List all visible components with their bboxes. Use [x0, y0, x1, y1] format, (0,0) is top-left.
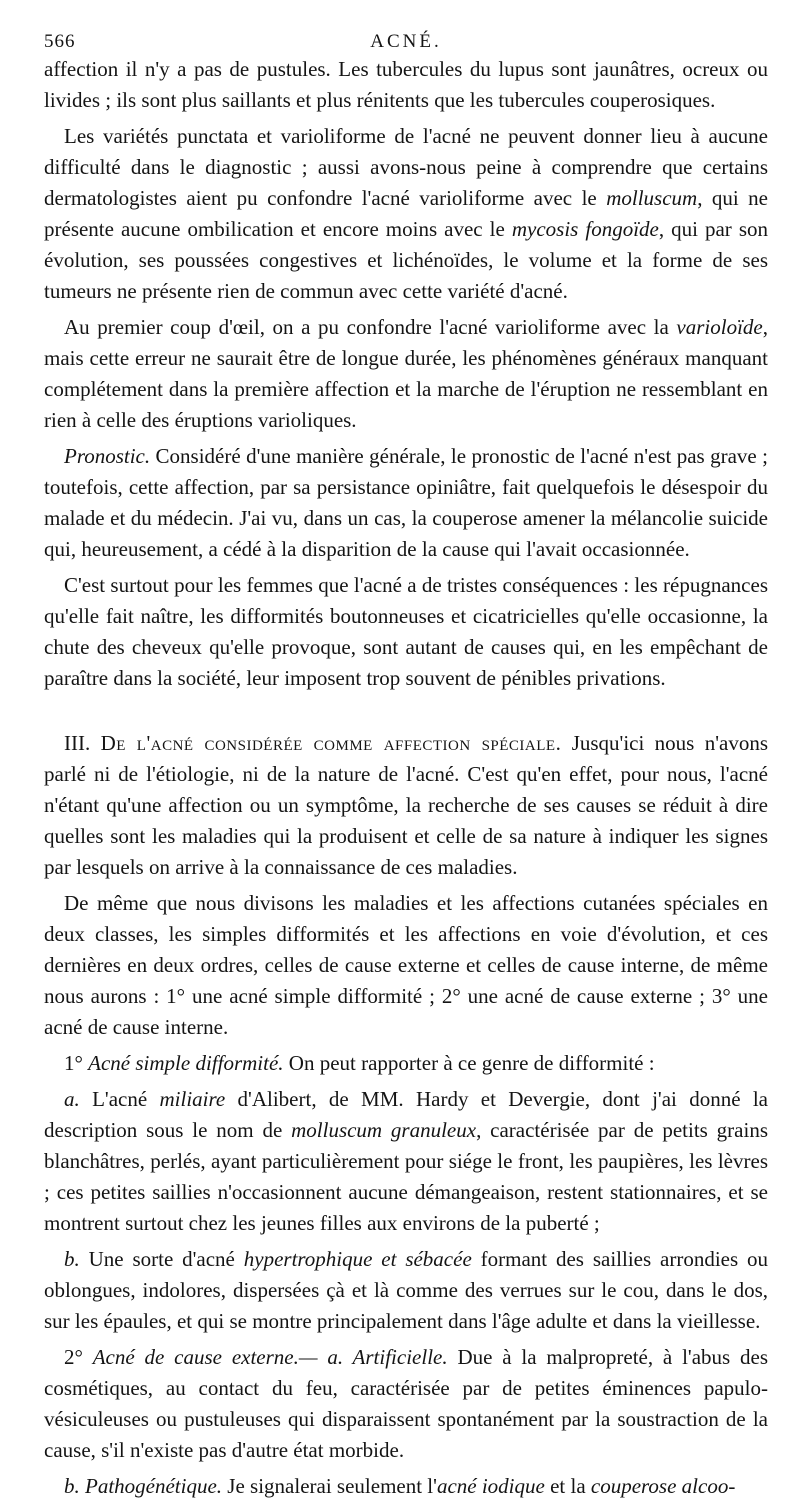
text-run: De même que nous divisons les maladies et les affections cutanées spéciales en deux classes, les simples difformités et les affections en voie d'évolution, et ces dernières en deux ordres, celles de cause externe et celles de cause interne, de même nous aurons : 1° une acné simple difformité ; 2° une acné de cause externe ; 3° une acné de cause interne. [44, 891, 768, 1039]
text-run: et la [544, 1474, 591, 1498]
italic-text: couperose alcoo- [590, 1474, 736, 1498]
text-run: Considéré d'une manière générale, le pronostic de l'acné n'est pas grave ; toutefois, cette affection, par sa persistance opiniâtre, fait quelquefois le désespoir du malade et du médecin. J'ai vu, dans un cas, la couperose amener la mélancolie suicide qui, heureusement, a cédé à la disparition de la cause qui l'avait occasionnée. [44, 444, 768, 561]
paragraph [44, 888, 768, 1043]
italic-text: molluscum [606, 186, 698, 210]
italic-text: hypertrophique et sébacée [243, 1247, 472, 1271]
text-run: , mais cette erreur ne saurait être de longue durée, les phénomènes généraux manquant complétement dans la première affection et la marche de l'éruption ne ressemblant en rien à celle des éruptions varioliques. [44, 315, 768, 432]
paragraph [44, 1244, 768, 1337]
italic-text: a. [64, 1087, 80, 1111]
section-heading-paragraph [44, 728, 768, 883]
paragraph [44, 570, 768, 694]
italic-text: molluscum granuleux [291, 1118, 477, 1142]
text-run: Due à la malpropreté, à l'abus des cosmétiques, au contact du feu, caractérisée par de petites éminences papulo-vésiculeuses ou pustuleuses qui disparaissent spontanément par la soustraction de la cause, s'il n'existe pas d'autre état morbide. [44, 1345, 769, 1462]
italic-text: mycosis fongoïde [511, 217, 659, 241]
text-run: L'acné [79, 1087, 160, 1111]
italic-text: varioloïde [676, 315, 763, 339]
italic-text: Acné de cause externe.— a. Artificielle. [92, 1345, 448, 1369]
italic-text: acné iodique [436, 1474, 545, 1498]
paragraph [44, 1048, 768, 1079]
page-header [44, 26, 768, 52]
text-run: On peut rapporter à ce genre de difformité : [283, 1051, 655, 1075]
body-text [44, 54, 768, 1502]
section-title: De l'acné considérée comme affection spéciale. [100, 731, 562, 755]
paragraph [44, 121, 768, 307]
text-run: 2° [64, 1345, 93, 1369]
text-run: Au premier coup d'œil, on a pu confondre l'acné varioliforme avec la [64, 315, 677, 339]
paragraph [44, 1084, 768, 1239]
text-run: , caractérisée par de petits grains blanchâtres, perlés, ayant particulièrement pour siége le front, les paupières, les lèvres ; ces petites saillies n'occasionnent aucune démangeaison, restent stationnaires, et se montrent surtout chez les jeunes filles aux environs de la puberté ; [44, 1118, 768, 1235]
italic-text: b. [64, 1247, 80, 1271]
text-run: d'Alibert, de MM. Hardy et Devergie, dont j'ai donné la description sous le nom de [44, 1087, 769, 1142]
text-run: 1° [64, 1051, 89, 1075]
text-run: Les variétés punctata et varioliforme de l'acné ne peuvent donner lieu à aucune difficulté dans le diagnostic ; aussi avons-nous peine à comprendre que certains dermatologistes aient pu confondre l'acné varioliforme avec le [44, 124, 768, 210]
text-run: , qui par son évolution, ses poussées congestives et lichénoïdes, le volume et la forme de ses tumeurs ne présente rien de commun avec cette variété d'acné. [44, 217, 768, 303]
text-run: Une sorte d'acné [79, 1247, 244, 1271]
italic-text: Pronostic. [64, 444, 151, 468]
paragraph [44, 1342, 768, 1466]
italic-text: Acné simple difformité. [88, 1051, 284, 1075]
page-number: 566 [44, 31, 76, 52]
text-run: Jusqu'ici nous n'avons parlé ni de l'étiologie, ni de la nature de l'acné. C'est qu'en effet, pour nous, l'acné n'étant qu'une affection ou un symptôme, la recherche de ses causes se réduit à dire quelles sont les maladies qui la produisent et celle de sa nature à indiquer les signes par lesquels on arrive à la connaissance de ces maladies. [44, 731, 768, 879]
text-run: affection il n'y a pas de pustules. Les tubercules du lupus sont jaunâtres, ocreux ou livides ; ils sont plus saillants et plus rénitents que les tubercules couperosiques. [44, 57, 768, 112]
paragraph [44, 54, 768, 116]
text-run: C'est surtout pour les femmes que l'acné a de tristes conséquences : les répugnances qu'elle fait naître, les difformités boutonneuses et cicatricielles qu'elle occasionne, la chute des cheveux qu'elle provoque, sont autant de causes qui, en les empêchant de paraître dans la société, leur imposent trop souvent de pénibles privations. [44, 573, 768, 690]
paragraph [44, 312, 768, 436]
italic-text: miliaire [159, 1087, 226, 1111]
running-title: ACNÉ. [370, 31, 442, 52]
text-run: formant des saillies arrondies ou oblongues, indolores, dispersées çà et là comme des verrues sur le cou, dans le dos, sur les épaules, et qui se montre principalement dans l'âge adulte et dans la vieillesse. [44, 1247, 768, 1333]
paragraph [44, 441, 768, 565]
italic-text: b. Pathogénétique. [64, 1474, 223, 1498]
text-run: , qui ne présente aucune ombilication et encore moins avec le [44, 186, 768, 241]
paragraph [44, 1471, 768, 1502]
text-run: Je signalerai seulement l' [222, 1474, 437, 1498]
text-run: III. [64, 731, 101, 755]
